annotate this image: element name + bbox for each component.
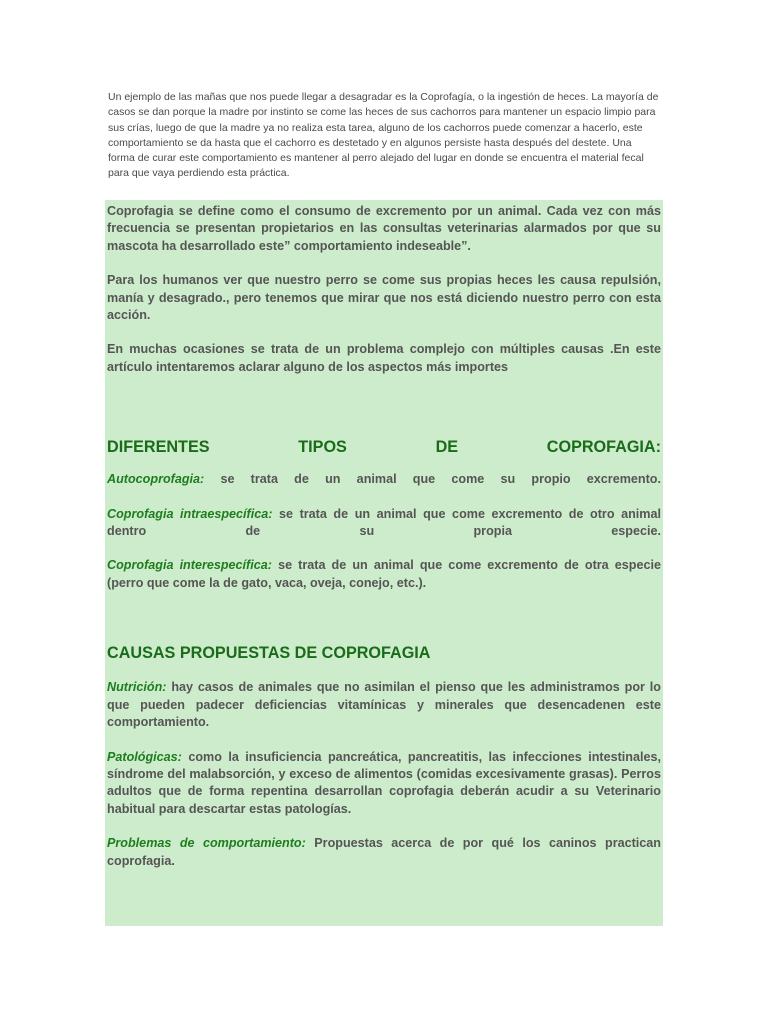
cause-text: como la insuficiencia pancreática, pancreatitis, las infecciones intestinales, síndrome del malabsorción, y exceso de alimentos (comidas excesivamente grasas). Perros adultos que de forma repentina desarrollan coprofagia deberán acudir a su Veterinario habitual para descartar estas patologías. xyxy=(107,749,661,816)
highlighted-section xyxy=(105,200,663,926)
cause-item xyxy=(107,835,661,870)
cause-text: hay casos de animales que no asimilan el pienso que les administramos por lo que pueden padecer deficiencias vitamínicas y minerales que desencadenen este comportamiento. xyxy=(107,680,661,730)
intro-paragraph: Un ejemplo de las mañas que nos puede llegar a desagradar es la Coprofagía, o la ingestión de heces. La mayoría de casos se dan porque la madre por instinto se come las heces de sus cachorros para mantener un espacio limpio para sus crías, luego de que la madre ya no realiza esta tarea, alguno de los cachorros puede comenzar a hacerlo, este comportamiento se da hasta que el cachorro es destetado y en algunos persiste hasta después del destete. Una forma de curar este comportamiento es mantener al perro alejado del lugar en donde se encuentra el material fecal para que vaya perdiendo esta práctica. xyxy=(108,91,659,180)
type-label: Autocoprofagia: xyxy=(107,472,205,487)
cause-label: Patológicas: xyxy=(107,749,182,764)
complexity-paragraph: En muchas ocasiones se trata de un problema complejo con múltiples causas .En este artículo intentaremos aclarar alguno de los aspectos más importes xyxy=(107,342,661,374)
type-item xyxy=(107,557,661,592)
type-text: se trata de un animal que come su propio excremento. xyxy=(204,472,661,487)
cause-label: Problemas de comportamiento: xyxy=(107,836,306,851)
type-item xyxy=(107,471,661,488)
cause-item xyxy=(107,749,661,819)
types-heading: DIFERENTES TIPOS DE COPROFAGIA: xyxy=(107,438,661,457)
type-label: Coprofagia intraespecífica: xyxy=(107,506,273,521)
causes-heading: CAUSAS PROPUESTAS DE COPROFAGIA xyxy=(107,644,431,663)
type-item xyxy=(107,506,661,541)
human-perception-paragraph: Para los humanos ver que nuestro perro se come sus propias heces les causa repulsión, manía y desagrado., pero tenemos que mirar que nos está diciendo nuestro perro con esta acción. xyxy=(107,273,661,323)
cause-text: Propuestas acerca de por qué los caninos practican coprofagia. xyxy=(107,836,661,868)
definition-paragraph: Coprofagia se define como el consumo de excremento por un animal. Cada vez con más frecuencia se presentan propietarios en las consultas veterinarias alarmados por que su mascota ha desarrollado este” comportamiento indeseable”. xyxy=(107,204,661,253)
type-text: se trata de un animal que come excremento de otro animal dentro de su propia especie. xyxy=(107,506,661,539)
cause-item xyxy=(107,679,661,731)
cause-label: Nutrición: xyxy=(107,680,167,695)
type-label: Coprofagia interespecífica: xyxy=(107,558,272,573)
type-text: se trata de un animal que come excremento de otra especie (perro que come la de gato, vaca, oveja, conejo, etc.). xyxy=(107,558,661,590)
